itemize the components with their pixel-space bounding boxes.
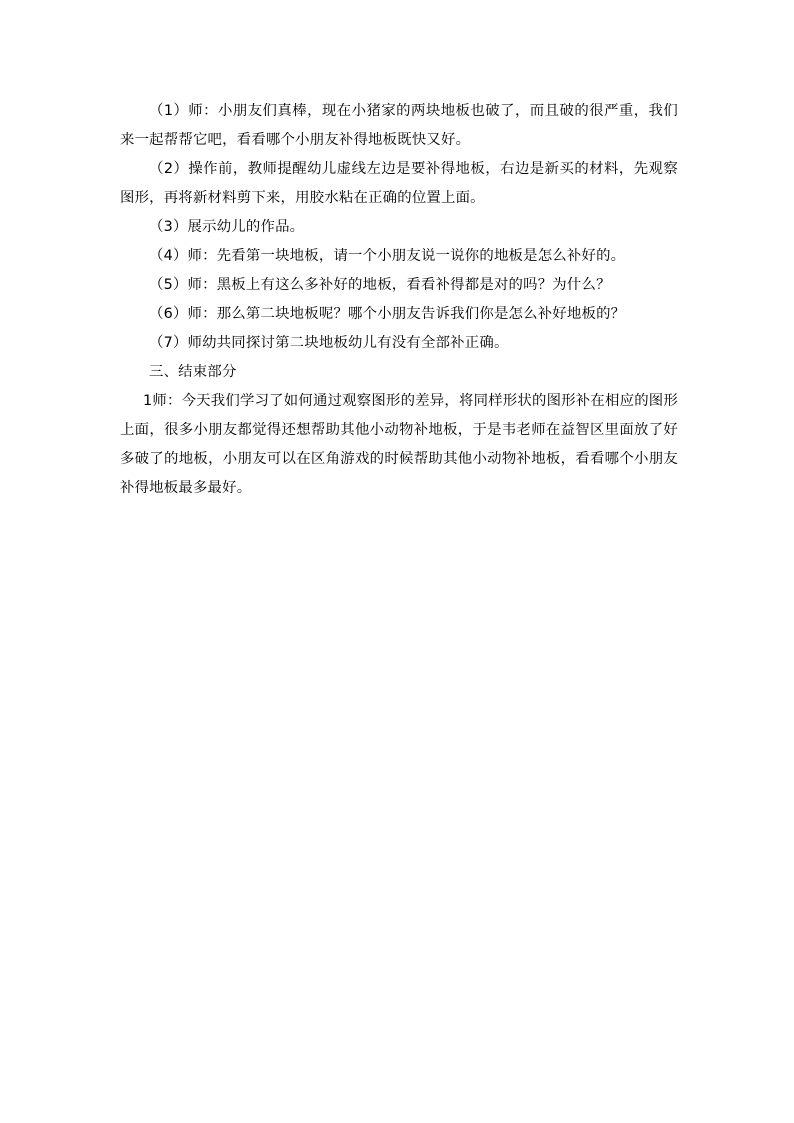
paragraph-step-6: （6）师：那么第二块地板呢？哪个小朋友告诉我们你是怎么补好地板的？	[149, 306, 626, 322]
paragraph-step-2: （2）操作前，教师提醒幼儿虚线左边是要补得地板，右边是新买的材料，先观察图形，再将新材料剪下来，用胶水粘在正确的位置上面。	[120, 161, 678, 206]
paragraph-step-1: （1）师：小朋友们真棒，现在小猪家的两块地板也破了，而且破的很严重，我们来一起帮帮它吧，看看哪个小朋友补得地板既快又好。	[120, 103, 678, 148]
paragraph-conclusion: 1师：今天我们学习了如何通过观察图形的差异，将同样形状的图形补在相应的图形上面，很多小朋友都觉得还想帮助其他小动物补地板，于是韦老师在益智区里面放了好多破了的地板，小朋友可以在区角游戏的时候帮助其他小动物补地板，看看哪个小朋友补得地板最多最好。	[120, 393, 678, 496]
paragraph-step-3: （3）展示幼儿的作品。	[149, 219, 305, 235]
paragraph-step-4: （4）师：先看第一块地板，请一个小朋友说一说你的地板是怎么补好的。	[149, 248, 626, 264]
paragraph-step-5: （5）师：黑板上有这么多补好的地板，看看补得都是对的吗？为什么？	[149, 277, 611, 293]
paragraph-step-7: （7）师幼共同探讨第二块地板幼儿有没有全部补正确。	[149, 335, 509, 351]
section-heading-ending: 三、结束部分	[149, 364, 237, 380]
document-body	[120, 97, 678, 503]
